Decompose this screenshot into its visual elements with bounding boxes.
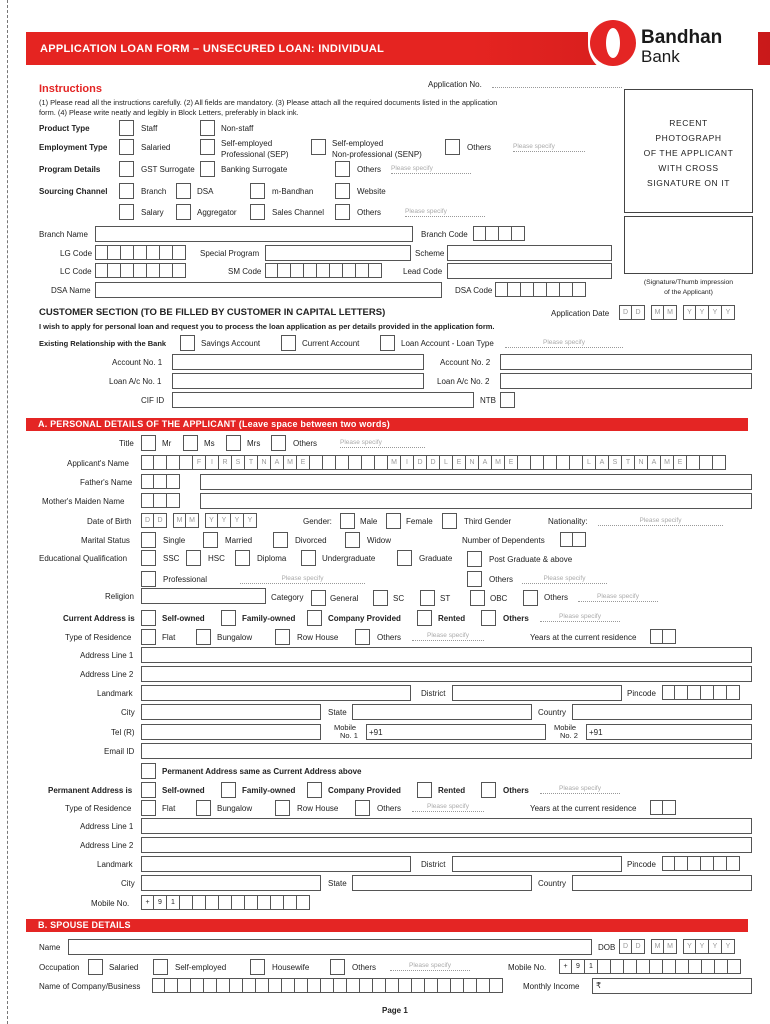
mobile-2-label-b: No. 2 — [560, 731, 578, 740]
sourcing-specify-field[interactable]: Please specify — [405, 207, 485, 217]
perm-years-label: Years at the current residence — [530, 804, 637, 813]
scheme-label: Scheme — [415, 249, 445, 258]
perm-bungalow-checkbox[interactable] — [196, 800, 211, 816]
m-bandhan-checkbox[interactable] — [250, 183, 265, 199]
city-field[interactable] — [141, 704, 321, 720]
gst-label: GST Surrogate — [141, 165, 195, 174]
professional-label: Professional — [163, 575, 208, 584]
spouse-others-specify-field[interactable]: Please specify — [390, 961, 470, 971]
flat-label: Flat — [162, 633, 176, 642]
loan-ac-2-label: Loan A/c No. 2 — [437, 377, 490, 386]
program-details-label: Program Details — [39, 165, 101, 174]
father-name-label: Father's Name — [80, 478, 133, 487]
dsa-name-field[interactable] — [95, 282, 442, 298]
third-gender-label: Third Gender — [464, 517, 512, 526]
category-label: Category — [271, 593, 304, 602]
application-date-label: Application Date — [551, 309, 610, 318]
graduate-label: Graduate — [419, 554, 453, 563]
program-others-checkbox[interactable] — [335, 161, 350, 177]
salary-label: Salary — [141, 208, 164, 217]
mobile-1-prefix: +91 — [369, 728, 383, 737]
lc-code-label: LC Code — [60, 267, 92, 276]
employment-type-label: Employment Type — [39, 143, 108, 152]
photo-text-4: WITH CROSS — [658, 163, 719, 173]
rupee-icon: ₹ — [596, 981, 602, 990]
email-label: Email ID — [104, 747, 135, 756]
aggregator-checkbox[interactable] — [176, 204, 191, 220]
religion-field[interactable] — [141, 588, 266, 604]
photo-text-5: SIGNATURE ON IT — [647, 178, 730, 188]
category-others-checkbox[interactable] — [523, 590, 538, 606]
residence-others-checkbox[interactable] — [355, 629, 370, 645]
sm-code-cells[interactable] — [265, 263, 382, 278]
current-others-checkbox[interactable] — [481, 610, 496, 626]
sm-code-label: SM Code — [228, 267, 262, 276]
same-address-checkbox[interactable] — [141, 763, 156, 779]
application-date-cells[interactable]: D D M M Y Y Y Y — [619, 305, 735, 320]
professional-specify-field[interactable]: Please specify — [240, 574, 365, 584]
obc-label: OBC — [490, 594, 508, 603]
post-graduate-label: Post Graduate & above — [489, 555, 573, 564]
current-address-label: Current Address is — [63, 614, 135, 623]
tel-label: Tel (R) — [111, 728, 135, 737]
current-rented-checkbox[interactable] — [417, 610, 432, 626]
bungalow-checkbox[interactable] — [196, 629, 211, 645]
pincode-cells[interactable] — [662, 685, 740, 700]
spouse-mobile-label: Mobile No. — [508, 963, 547, 972]
perm-rented-checkbox[interactable] — [417, 782, 432, 798]
instructions-text-2: form. (4) Please write neatly and legibly in Block Letters, preferably in black ink. — [39, 108, 299, 117]
company-business-cells[interactable] — [152, 978, 503, 993]
employment-specify-field[interactable]: Please specify — [513, 142, 585, 152]
mobile-2-field[interactable] — [586, 724, 752, 740]
perm-residence-others-label: Others — [377, 804, 402, 813]
widow-label: Widow — [367, 536, 392, 545]
cif-id-field[interactable] — [172, 392, 474, 408]
perm-residence-others-checkbox[interactable] — [355, 800, 370, 816]
perm-self-owned-checkbox[interactable] — [141, 782, 156, 798]
perm-district-field[interactable] — [452, 856, 622, 872]
father-name-field[interactable] — [200, 474, 752, 490]
loan-ac-2-field[interactable] — [500, 373, 752, 389]
sep-label-1: Self-employed — [221, 139, 273, 148]
perm-state-label: State — [328, 879, 347, 888]
dsa-code-cells[interactable] — [495, 282, 586, 297]
undergraduate-checkbox[interactable] — [301, 550, 316, 566]
divorced-checkbox[interactable] — [273, 532, 288, 548]
branch-checkbox[interactable] — [119, 183, 134, 199]
dsa-checkbox[interactable] — [176, 183, 191, 199]
spouse-others-checkbox[interactable] — [330, 959, 345, 975]
applicant-name-cells[interactable]: F I R S T N A M E M I D D L E N A M E L A S T N A M E — [141, 455, 726, 470]
brand-name-2: Bank — [641, 47, 680, 66]
photo-text-1: RECENT — [669, 118, 708, 128]
gender-label: Gender: — [303, 517, 332, 526]
branch-code-cells[interactable] — [473, 226, 525, 241]
mother-name-label: Mother's Maiden Name — [42, 497, 125, 506]
perm-address-line-2-label: Address Line 2 — [80, 841, 134, 850]
sourcing-others-label: Others — [357, 208, 382, 217]
mobile-2-prefix: +91 — [589, 728, 603, 737]
sep-label-2: Professional (SEP) — [221, 150, 289, 159]
senp-label-2: Non-professional (SENP) — [332, 150, 422, 159]
hsc-label: HSC — [208, 554, 225, 563]
instructions-text-1: (1) Please read all the instructions carefully. (2) All fields are mandatory. (3) Please attach all the required documents listed in the application — [39, 98, 498, 107]
ssc-label: SSC — [163, 554, 180, 563]
title-others-checkbox[interactable] — [271, 435, 286, 451]
single-label: Single — [163, 536, 186, 545]
mr-label: Mr — [162, 439, 172, 448]
years-at-residence-label: Years at the current residence — [530, 633, 637, 642]
current-self-owned-checkbox[interactable] — [141, 610, 156, 626]
divorced-label: Divorced — [295, 536, 327, 545]
spouse-others-label: Others — [352, 963, 377, 972]
mother-name-cells[interactable] — [141, 493, 180, 508]
application-no-label: Application No. — [428, 80, 482, 89]
address-line-2-field[interactable] — [141, 666, 752, 682]
housewife-checkbox[interactable] — [250, 959, 265, 975]
ms-label: Ms — [204, 439, 215, 448]
applicant-name-label: Applicant's Name — [67, 459, 129, 468]
perm-district-label: District — [421, 860, 446, 869]
page-number: Page 1 — [382, 1006, 408, 1015]
spouse-mobile-cells[interactable]: + 9 1 — [559, 959, 741, 974]
education-others-label: Others — [489, 575, 514, 584]
loan-type-specify-field[interactable]: Please specify — [505, 338, 623, 348]
perm-address-line-2-field[interactable] — [141, 837, 752, 853]
current-family-owned-checkbox[interactable] — [221, 610, 236, 626]
professional-checkbox[interactable] — [141, 571, 156, 587]
loan-account-label: Loan Account - Loan Type — [401, 339, 494, 348]
state-label: State — [328, 708, 347, 717]
mobile-1-field[interactable] — [366, 724, 546, 740]
mrs-checkbox[interactable] — [226, 435, 241, 451]
sales-channel-checkbox[interactable] — [250, 204, 265, 220]
spouse-salaried-checkbox[interactable] — [88, 959, 103, 975]
dsa-code-label: DSA Code — [455, 286, 493, 295]
landmark-label: Landmark — [97, 689, 133, 698]
savings-account-checkbox[interactable] — [180, 335, 195, 351]
perm-mobile-cells[interactable]: + 9 1 — [141, 895, 310, 910]
general-label: General — [330, 594, 359, 603]
aggregator-label: Aggregator — [197, 208, 237, 217]
st-checkbox[interactable] — [420, 590, 435, 606]
banking-surrogate-label: Banking Surrogate — [221, 165, 288, 174]
address-line-1-field[interactable] — [141, 647, 752, 663]
perm-mobile-label: Mobile No. — [91, 899, 130, 908]
current-self-owned-label: Self-owned — [162, 614, 205, 623]
education-label: Educational Qualification — [39, 554, 128, 563]
monthly-income-field[interactable] — [592, 978, 752, 994]
current-rented-label: Rented — [438, 614, 466, 623]
perm-city-label: City — [121, 879, 135, 888]
perm-landmark-label: Landmark — [97, 860, 133, 869]
mrs-label: Mrs — [247, 439, 261, 448]
female-checkbox[interactable] — [386, 513, 401, 529]
perm-family-owned-label: Family-owned — [242, 786, 296, 795]
country-label: Country — [538, 708, 567, 717]
mother-name-field[interactable] — [200, 493, 752, 509]
m-bandhan-label: m-Bandhan — [272, 187, 314, 196]
perm-address-line-1-label: Address Line 1 — [80, 822, 134, 831]
program-specify-field[interactable]: Please specify — [391, 164, 471, 174]
logo-icon-inner — [606, 28, 620, 58]
dependents-cells[interactable] — [560, 532, 586, 547]
branch-code-label: Branch Code — [421, 230, 468, 239]
address-line-2-label: Address Line 2 — [80, 670, 134, 679]
spouse-self-employed-checkbox[interactable] — [153, 959, 168, 975]
ms-checkbox[interactable] — [183, 435, 198, 451]
lg-code-cells[interactable] — [95, 245, 186, 260]
dob-cells[interactable]: D D M M Y Y Y Y — [141, 513, 257, 528]
perm-pincode-cells[interactable] — [662, 856, 740, 871]
residence-type-label: Type of Residence — [65, 633, 132, 642]
scheme-field[interactable] — [447, 245, 612, 261]
signature-caption-1: (Signature/Thumb impression — [643, 279, 734, 286]
housewife-label: Housewife — [272, 963, 310, 972]
lc-code-cells[interactable] — [95, 263, 186, 278]
personal-details-heading: A. PERSONAL DETAILS OF THE APPLICANT (Leave space between two words) — [26, 418, 748, 431]
nationality-label: Nationality: — [548, 517, 588, 526]
sep-checkbox[interactable] — [200, 139, 215, 155]
female-label: Female — [406, 517, 433, 526]
photo-text-3: OF THE APPLICANT — [643, 148, 734, 158]
senp-label-1: Self-employed — [332, 139, 384, 148]
sourcing-others-checkbox[interactable] — [335, 204, 350, 220]
row-house-checkbox[interactable] — [275, 629, 290, 645]
lg-code-label: LG Code — [60, 249, 93, 258]
perm-flat-checkbox[interactable] — [141, 800, 156, 816]
account-no-1-field[interactable] — [172, 354, 424, 370]
perm-landmark-field[interactable] — [141, 856, 411, 872]
senp-checkbox[interactable] — [311, 139, 326, 155]
dsa-name-label: DSA Name — [51, 286, 91, 295]
banking-surrogate-checkbox[interactable] — [200, 161, 215, 177]
title-specify-field[interactable]: Please specify — [340, 438, 425, 448]
bungalow-label: Bungalow — [217, 633, 253, 642]
residence-specify-field[interactable]: Please specify — [412, 631, 484, 641]
pincode-label: Pincode — [627, 689, 656, 698]
sourcing-channel-label: Sourcing Channel — [39, 187, 108, 196]
tel-field[interactable] — [141, 724, 321, 740]
perm-rented-label: Rented — [438, 786, 466, 795]
account-no-1-label: Account No. 1 — [112, 358, 163, 367]
religion-label: Religion — [105, 592, 134, 601]
salary-checkbox[interactable] — [119, 204, 134, 220]
branch-label: Branch — [141, 187, 167, 196]
residence-others-label: Others — [377, 633, 402, 642]
district-label: District — [421, 689, 446, 698]
dashed-margin — [7, 0, 8, 1024]
monthly-income-label: Monthly Income — [523, 982, 580, 991]
married-label: Married — [225, 536, 253, 545]
sales-channel-label: Sales Channel — [272, 208, 325, 217]
perm-residence-type-label: Type of Residence — [65, 804, 132, 813]
dsa-label: DSA — [197, 187, 214, 196]
perm-flat-label: Flat — [162, 804, 176, 813]
savings-account-label: Savings Account — [201, 339, 261, 348]
application-no-field[interactable] — [492, 87, 622, 88]
diploma-checkbox[interactable] — [235, 550, 250, 566]
row-house-label: Row House — [297, 633, 339, 642]
permanent-address-label: Permanent Address is — [48, 786, 133, 795]
employment-others-label: Others — [467, 143, 492, 152]
male-label: Male — [360, 517, 378, 526]
instructions-heading: Instructions — [39, 83, 102, 95]
perm-row-house-checkbox[interactable] — [275, 800, 290, 816]
current-company-provided-checkbox[interactable] — [307, 610, 322, 626]
staff-label: Staff — [141, 124, 158, 133]
account-no-2-label: Account No. 2 — [440, 358, 491, 367]
spouse-details-heading: B. SPOUSE DETAILS — [26, 919, 748, 932]
perm-residence-specify-field[interactable]: Please specify — [412, 802, 484, 812]
father-name-cells[interactable] — [141, 474, 180, 489]
perm-address-line-1-field[interactable] — [141, 818, 752, 834]
special-program-label: Special Program — [200, 249, 260, 258]
form-title: APPLICATION LOAN FORM – UNSECURED LOAN: INDIVIDUAL — [40, 43, 385, 55]
non-staff-label: Non-staff — [221, 124, 254, 133]
mobile-1-label-a: Mobile — [334, 723, 357, 732]
title-label: Title — [119, 439, 134, 448]
title-others-label: Others — [293, 439, 318, 448]
perm-city-field[interactable] — [141, 875, 321, 891]
category-specify-field[interactable]: Please specify — [578, 592, 658, 602]
category-others-label: Others — [544, 593, 569, 602]
ssc-checkbox[interactable] — [141, 550, 156, 566]
current-account-label: Current Account — [302, 339, 360, 348]
branch-name-label: Branch Name — [39, 230, 88, 239]
cif-id-label: CIF ID — [141, 396, 165, 405]
branch-name-field[interactable] — [95, 226, 413, 242]
state-field[interactable] — [352, 704, 532, 720]
post-graduate-checkbox[interactable] — [467, 551, 482, 567]
current-company-provided-label: Company Provided — [328, 614, 401, 623]
perm-row-house-label: Row House — [297, 804, 339, 813]
third-gender-checkbox[interactable] — [442, 513, 457, 529]
general-checkbox[interactable] — [311, 590, 326, 606]
sc-label: SC — [393, 594, 405, 603]
city-label: City — [121, 708, 135, 717]
lead-code-field[interactable] — [447, 263, 612, 279]
brand-name: Bandhan — [641, 27, 723, 48]
occupation-label: Occupation — [39, 963, 80, 972]
product-type-label: Product Type — [39, 124, 90, 133]
account-no-2-field[interactable] — [500, 354, 752, 370]
perm-others-label: Others — [503, 786, 529, 795]
employment-others-checkbox[interactable] — [445, 139, 460, 155]
obc-checkbox[interactable] — [470, 590, 485, 606]
website-label: Website — [357, 187, 386, 196]
website-checkbox[interactable] — [335, 183, 350, 199]
st-label: ST — [440, 594, 451, 603]
flat-checkbox[interactable] — [141, 629, 156, 645]
dependents-label: Number of Dependents — [462, 536, 545, 545]
mr-checkbox[interactable] — [141, 435, 156, 451]
customer-section-heading: CUSTOMER SECTION (TO BE FILLED BY CUSTOMER IN CAPITAL LETTERS) — [39, 307, 386, 318]
address-line-1-label: Address Line 1 — [80, 651, 134, 660]
married-checkbox[interactable] — [203, 532, 218, 548]
perm-country-field[interactable] — [572, 875, 752, 891]
perm-bungalow-label: Bungalow — [217, 804, 253, 813]
spouse-salaried-label: Salaried — [109, 963, 139, 972]
spouse-dob-label: DOB — [598, 943, 616, 952]
single-checkbox[interactable] — [141, 532, 156, 548]
perm-others-specify-field[interactable]: Please specify — [540, 784, 620, 794]
undergraduate-label: Undergraduate — [322, 554, 376, 563]
loan-ac-1-field[interactable] — [172, 373, 424, 389]
loan-account-checkbox[interactable] — [380, 335, 395, 351]
hsc-checkbox[interactable] — [186, 550, 201, 566]
perm-company-provided-label: Company Provided — [328, 786, 401, 795]
ntb-checkbox[interactable] — [500, 392, 515, 408]
existing-relationship-label: Existing Relationship with the Bank — [39, 339, 167, 348]
sc-checkbox[interactable] — [373, 590, 388, 606]
photo-text-2: PHOTOGRAPH — [655, 133, 722, 143]
ntb-label: NTB — [480, 396, 496, 405]
perm-pincode-label: Pincode — [627, 860, 656, 869]
current-account-checkbox[interactable] — [281, 335, 296, 351]
non-staff-checkbox[interactable] — [200, 120, 215, 136]
signature-caption-2: of the Applicant) — [664, 289, 713, 296]
perm-self-owned-label: Self-owned — [162, 786, 205, 795]
years-at-residence-cells[interactable] — [650, 629, 676, 644]
mobile-2-label-a: Mobile — [554, 723, 577, 732]
perm-state-field[interactable] — [352, 875, 532, 891]
graduate-checkbox[interactable] — [397, 550, 412, 566]
marital-status-label: Marital Status — [81, 536, 130, 545]
salaried-label: Salaried — [141, 143, 171, 152]
gst-checkbox[interactable] — [119, 161, 134, 177]
country-field[interactable] — [572, 704, 752, 720]
signature-box[interactable] — [624, 216, 753, 274]
staff-checkbox[interactable] — [119, 120, 134, 136]
district-field[interactable] — [452, 685, 622, 701]
wish-statement: I wish to apply for personal loan and request you to process the loan application as per details provided in the application form. — [39, 322, 495, 331]
male-checkbox[interactable] — [340, 513, 355, 529]
perm-years-cells[interactable] — [650, 800, 676, 815]
current-others-specify-field[interactable]: Please specify — [540, 612, 620, 622]
same-address-label: Permanent Address same as Current Address above — [162, 767, 362, 776]
spouse-name-field[interactable] — [68, 939, 592, 955]
spouse-name-label: Name — [39, 943, 61, 952]
current-others-label: Others — [503, 614, 529, 623]
widow-checkbox[interactable] — [345, 532, 360, 548]
loan-ac-1-label: Loan A/c No. 1 — [109, 377, 162, 386]
email-field[interactable] — [141, 743, 752, 759]
current-family-owned-label: Family-owned — [242, 614, 296, 623]
nationality-field[interactable]: Please specify — [598, 516, 723, 526]
salaried-checkbox[interactable] — [119, 139, 134, 155]
perm-family-owned-checkbox[interactable] — [221, 782, 236, 798]
company-business-label: Name of Company/Business — [39, 982, 141, 991]
special-program-field[interactable] — [265, 245, 411, 261]
dob-label: Date of Birth — [87, 517, 132, 526]
program-others-label: Others — [357, 165, 382, 174]
lead-code-label: Lead Code — [403, 267, 443, 276]
landmark-field[interactable] — [141, 685, 411, 701]
diploma-label: Diploma — [257, 554, 287, 563]
mobile-1-label-b: No. 1 — [340, 731, 358, 740]
spouse-self-employed-label: Self-employed — [175, 963, 227, 972]
education-others-checkbox[interactable] — [467, 571, 482, 587]
spouse-dob-cells[interactable]: D D M M Y Y Y Y — [619, 939, 735, 954]
perm-company-provided-checkbox[interactable] — [307, 782, 322, 798]
perm-country-label: Country — [538, 879, 567, 888]
education-specify-field[interactable]: Please specify — [522, 574, 607, 584]
perm-others-checkbox[interactable] — [481, 782, 496, 798]
